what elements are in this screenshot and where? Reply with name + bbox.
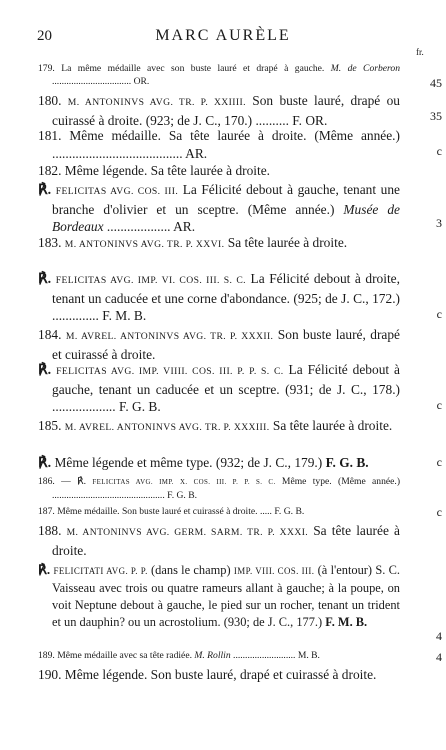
coin-legend: FELICITATI AVG. P. P. xyxy=(53,566,148,576)
metal-grade: AR. xyxy=(173,219,196,234)
metal-grade: F. M. B. xyxy=(102,308,147,323)
coin-legend: M. AVREL. ANTONINVS AVG. TR. P. XXXII. xyxy=(65,331,274,342)
entry-description: Même légende. Sa tête laurée à droite. xyxy=(64,163,271,178)
coin-legend-outer: IMP. VIII. COS. III. xyxy=(233,566,315,576)
catalog-entry-186 xyxy=(38,475,400,502)
catalog-entry-183 xyxy=(38,234,400,254)
reverse-mark: ℟. xyxy=(38,362,52,378)
catalog-entry-182-reverse xyxy=(38,181,400,236)
entry-description: Sa tête laurée à droite. xyxy=(272,418,393,433)
entry-description: Sa tête laurée à droite. xyxy=(227,235,348,250)
entry-number: 184. xyxy=(38,327,62,342)
rarity-value: 45 xyxy=(430,76,442,90)
entry-number: 179. xyxy=(38,63,55,74)
rarity-value: c xyxy=(436,144,442,158)
leader-dots: .......... xyxy=(255,112,289,128)
metal-grade: AR. xyxy=(185,145,208,161)
catalog-entry-184 xyxy=(38,326,400,363)
rarity-value: 4 xyxy=(436,650,442,664)
entry-number: 180. xyxy=(38,93,62,108)
metal-grade: OR. xyxy=(133,76,150,87)
entry-number: 188. xyxy=(38,523,62,538)
leader-dots: ............................................... xyxy=(52,490,165,501)
entry-description: Même type. (Même année.) xyxy=(281,476,401,487)
entry-number: 186. — xyxy=(38,476,71,487)
value-column-heading: fr. xyxy=(416,47,424,57)
coin-legend: M. ANTONINVS AVG. TR. P. XXVI. xyxy=(64,239,225,250)
entry-description: Même médaille avec sa tête radiée. xyxy=(57,650,192,661)
provenance: Musée de Bordeaux xyxy=(52,201,400,234)
rarity-value: 4 xyxy=(436,629,442,643)
metal-grade: F. M. B. xyxy=(325,615,368,629)
catalog-entry-185 xyxy=(38,417,400,437)
reverse-mark: ℟. xyxy=(38,455,52,471)
rarity-value: c xyxy=(436,307,442,321)
metal-grade: F. G. B. xyxy=(118,399,161,414)
leader-dots: ................... xyxy=(106,219,171,234)
catalog-entry-187 xyxy=(38,505,400,518)
entry-number: 187. xyxy=(38,506,55,517)
catalog-entry-183-reverse xyxy=(38,270,400,325)
leader-dots: .......................... xyxy=(233,650,296,661)
running-head: MARC AURÈLE xyxy=(155,27,291,44)
entry-description: La même médaille avec son buste lauré et drapé à gauche. xyxy=(61,63,325,74)
catalog-entry-184-reverse xyxy=(38,361,400,416)
leader-dots: ................................. xyxy=(52,76,132,87)
entry-description: (à l'entour) S. C. Vaisseau avec trois ou quatre rameurs allant à gauche; à la poupe, on voit Neptune debout à gauche, le pied sur un rocher, tenant un trident et un dauphin? ou un acrostolium. (930; de J. C., 177.) xyxy=(52,563,401,629)
catalog-entry-188-reverse xyxy=(38,561,400,631)
coin-legend: FELICITAS AVG. COS. III. xyxy=(55,186,179,197)
leader-dots: ................... xyxy=(52,399,116,414)
catalog-entry-182 xyxy=(38,162,400,180)
reverse-mark: ℟. xyxy=(77,476,87,487)
catalog-entry-180 xyxy=(38,92,400,129)
entry-description: Même légende et même type. (932; de J. C., 179.) xyxy=(54,455,323,470)
catalog-entry-190 xyxy=(38,666,400,684)
entry-description: Même légende. Son buste lauré, drapé et cuirassé à droite. xyxy=(64,667,377,682)
entry-number: 185. xyxy=(38,418,62,433)
catalog-entry-181 xyxy=(38,127,400,162)
catalog-entry-189 xyxy=(38,649,400,662)
entry-number: 190. xyxy=(38,667,62,682)
entry-number: 181. xyxy=(38,128,62,143)
entry-number: 183. xyxy=(38,235,62,250)
catalog-entry-188 xyxy=(38,522,400,559)
reverse-mark: ℟. xyxy=(38,271,52,287)
entry-number: 182. xyxy=(38,163,62,178)
entry-description: La Félicité debout à gauche, tenant une branche d'olivier et un sceptre. (Même année.) xyxy=(52,182,400,217)
entry-description: Son buste lauré, drapé et cuirassé à droite. xyxy=(52,327,400,362)
leader-dots: ....................................... xyxy=(52,145,183,161)
catalog-entry-185-reverse xyxy=(38,454,400,473)
rarity-value: c xyxy=(436,505,442,519)
reverse-mark: ℟. xyxy=(38,182,52,198)
coin-legend: FELICITAS AVG. IMP. VI. COS. III. S. C. xyxy=(55,275,246,286)
rarity-value: c xyxy=(436,455,442,469)
metal-grade: F. G. B. xyxy=(167,490,198,501)
provenance: M. Rollin xyxy=(194,650,231,661)
metal-grade: F. OR. xyxy=(292,112,328,128)
metal-grade: M. B. xyxy=(297,650,320,661)
field-note: (dans le champ) xyxy=(151,563,231,577)
rarity-value: c xyxy=(436,398,442,412)
coin-legend: FELICITAS AVG. IMP. VIIII. COS. III. P. P. S. C. xyxy=(56,366,284,377)
leader-dots: ..... xyxy=(259,506,272,517)
coin-legend: FELICITAS AVG. IMP. X. COS. III. P. P. S. C. xyxy=(92,479,276,486)
entry-description: La Félicité debout à droite, tenant un caducée et une corne d'abondance. (925; de J. C., 172.) xyxy=(52,271,400,306)
rarity-value: 3 xyxy=(436,216,442,230)
rarity-value: 35 xyxy=(430,109,442,123)
entry-description: La Félicité debout à gauche, tenant un caducée et un sceptre. (931; de J. C., 178.) xyxy=(52,362,400,397)
coin-legend: M. ANTONINVS AVG. TR. P. XXIIII. xyxy=(67,97,246,108)
reverse-mark: ℟. xyxy=(38,562,51,577)
leader-dots: .............. xyxy=(52,308,99,323)
entry-description: Son buste lauré, drapé ou cuirassé à droite. (923; de J. C., 170.) xyxy=(52,93,400,128)
metal-grade: F. G. B. xyxy=(274,506,305,517)
entry-number: 189. xyxy=(38,650,55,661)
coin-legend: M. ANTONINVS AVG. GERM. SARM. TR. P. XXXI. xyxy=(66,527,309,538)
provenance: M. de Corberon xyxy=(330,63,400,74)
coin-legend: M. AVREL. ANTONINVS AVG. TR. P. XXXIII. xyxy=(64,422,270,433)
entry-description: Même médaille. Son buste lauré et cuirassé à droite. xyxy=(57,506,258,517)
catalog-entry-179 xyxy=(38,62,400,88)
page-number: 20 xyxy=(37,28,52,44)
entry-description: Même médaille. Sa tête laurée à droite. (Même année.) xyxy=(69,128,400,143)
entry-description: Sa tête laurée à droite. xyxy=(52,523,400,558)
metal-grade: F. G. B. xyxy=(325,455,369,470)
